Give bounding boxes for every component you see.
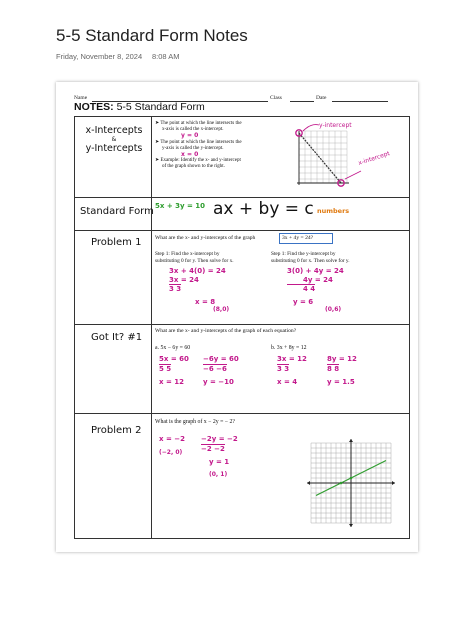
work-right-answer: y = 6 — [293, 297, 314, 306]
row-label-problem1: Problem 1 — [91, 237, 142, 248]
standard-form-formula: ax + by = c — [213, 199, 314, 219]
notes-title — [74, 101, 205, 113]
problem2-work-right — [201, 435, 238, 479]
work-left-line1: 3x + 4(0) = 24 — [169, 267, 226, 275]
problem1-question: What are the x- and y-intercepts of the graph — [155, 235, 256, 241]
page-date: Friday, November 8, 2024 — [56, 52, 143, 61]
notes-title-bold: NOTES: — [74, 101, 114, 113]
work-left-line2: 3x = 24 — [169, 275, 199, 284]
problem2-x-point: (−2, 0) — [159, 449, 183, 456]
work-left-answer: x = 8 — [195, 297, 216, 306]
work-left-point: (8,0) — [213, 306, 230, 313]
row-label-intercepts — [83, 125, 145, 154]
step-left-line-a: Step 1: Find the x-intercept by — [155, 251, 220, 257]
label-y-intercepts: y-Intercepts — [85, 143, 143, 154]
standard-form-example: 5x + 3y = 10 — [155, 202, 206, 210]
work-a-y-answer: y = −10 — [203, 378, 234, 386]
problem2-y-value: y = 1 — [209, 458, 230, 466]
header-date-label: Date — [316, 95, 327, 101]
problem2-y-point: (0, 1) — [209, 470, 228, 478]
notes-title-rest: 5-5 Standard Form — [116, 101, 205, 113]
row-label-problem2: Problem 2 — [91, 425, 142, 436]
label-ampersand: & — [111, 136, 117, 143]
gotit-part-a: a. 5x − 6y = 60 — [155, 345, 191, 351]
bullet1-handwriting: y = 0 — [181, 132, 199, 140]
example-line-a: Example: Identify the x- and y-intercept — [160, 158, 241, 164]
work-b-line2: 3 3 — [277, 364, 290, 373]
work-b-line4: 8 8 — [327, 364, 340, 373]
row-divider — [75, 230, 409, 231]
row-label-standard-form: Standard Form — [80, 206, 154, 217]
header-class-label: Class — [270, 95, 282, 101]
work-right-point: (0,6) — [325, 306, 342, 313]
problem2-line2: −2 −2 — [201, 444, 225, 453]
work-a-x-answer: x = 12 — [159, 378, 184, 386]
notes-table — [74, 116, 410, 539]
graph-y-intercept-label: y-intercept — [319, 122, 352, 129]
gotit-work-a-x — [159, 355, 189, 387]
page-time: 8:08 AM — [152, 52, 180, 61]
bullet2-line-b: y-axis is called the y-intercept. — [162, 145, 224, 151]
notes-sheet — [56, 82, 418, 552]
problem2-work-left — [159, 435, 185, 457]
gotit-work-a-y — [203, 355, 239, 387]
date-line — [332, 101, 388, 102]
bullet2-line-a: The point at which the line intersects the — [160, 139, 242, 145]
label-x-intercepts: x-Intercepts — [85, 125, 143, 136]
graph-x-intercept-label: x-intercept — [357, 150, 391, 167]
row-label-gotit: Got It? #1 — [91, 332, 143, 343]
problem1-step-right — [271, 251, 350, 264]
standard-form-note: numbers — [317, 207, 350, 215]
problem1-work-right — [287, 267, 344, 315]
problem2-question: What is the graph of x − 2y = − 2? — [155, 419, 235, 425]
problem1-step-left — [155, 251, 234, 264]
work-right-line2: 4y = 24 — [303, 275, 333, 284]
work-a-line4: −6 −6 — [203, 364, 227, 373]
bullet1-line-b: x-axis is called the x-intercept. — [162, 127, 224, 133]
bullet1-line-a: The point at which the line intersects the — [160, 121, 242, 126]
problem2-line1: −2y = −2 — [201, 435, 238, 443]
row-divider — [75, 324, 409, 325]
problem1-equation: 3x + 4y = 24? — [282, 235, 314, 241]
gotit-work-b-y — [327, 355, 357, 387]
header-name-label: Name — [74, 95, 88, 101]
gotit-part-b: b. 3x + 8y = 12 — [271, 345, 307, 351]
work-right-line1: 3(0) + 4y = 24 — [287, 267, 344, 275]
step-right-line-a: Step 1: Find the y-intercept by — [271, 251, 336, 257]
problem2-x-value: x = −2 — [159, 435, 185, 443]
gotit-question: What are the x- and y-intercepts of the graph of each equation? — [155, 328, 297, 334]
intercept-definitions — [155, 121, 242, 171]
example-line-b: of the graph shown to the right. — [162, 164, 225, 170]
work-a-line2: 5 5 — [159, 364, 172, 373]
work-b-line3: 8y = 12 — [327, 355, 357, 363]
work-b-x-answer: x = 4 — [277, 378, 298, 386]
gotit-work-b-x — [277, 355, 307, 387]
intercept-graph — [289, 119, 409, 195]
work-b-line1: 3x = 12 — [277, 355, 307, 363]
bullet2-handwriting: x = 0 — [181, 151, 199, 159]
bullet-icon: ➤ — [155, 139, 161, 145]
column-divider — [151, 117, 152, 538]
work-b-y-answer: y = 1.5 — [327, 378, 355, 386]
bullet-icon: ➤ — [155, 158, 161, 164]
step-right-line-b: substituting 0 for x. Then solve for y. — [271, 257, 350, 264]
problem1-work-left — [169, 267, 229, 315]
class-line — [290, 101, 314, 102]
work-a-line1: 5x = 60 — [159, 355, 189, 363]
work-right-line3: 4 4 — [287, 284, 315, 294]
page-title: 5-5 Standard Form Notes — [56, 26, 248, 45]
work-left-line3: 3 3 — [169, 285, 182, 293]
work-a-line3: −6y = 60 — [203, 355, 239, 363]
problem2-graph — [303, 435, 399, 531]
step-left-line-b: substituting 0 for y. Then solve for x. — [155, 257, 234, 264]
row-divider — [75, 197, 409, 198]
row-divider — [75, 413, 409, 414]
bullet-icon: ➤ — [155, 121, 161, 126]
